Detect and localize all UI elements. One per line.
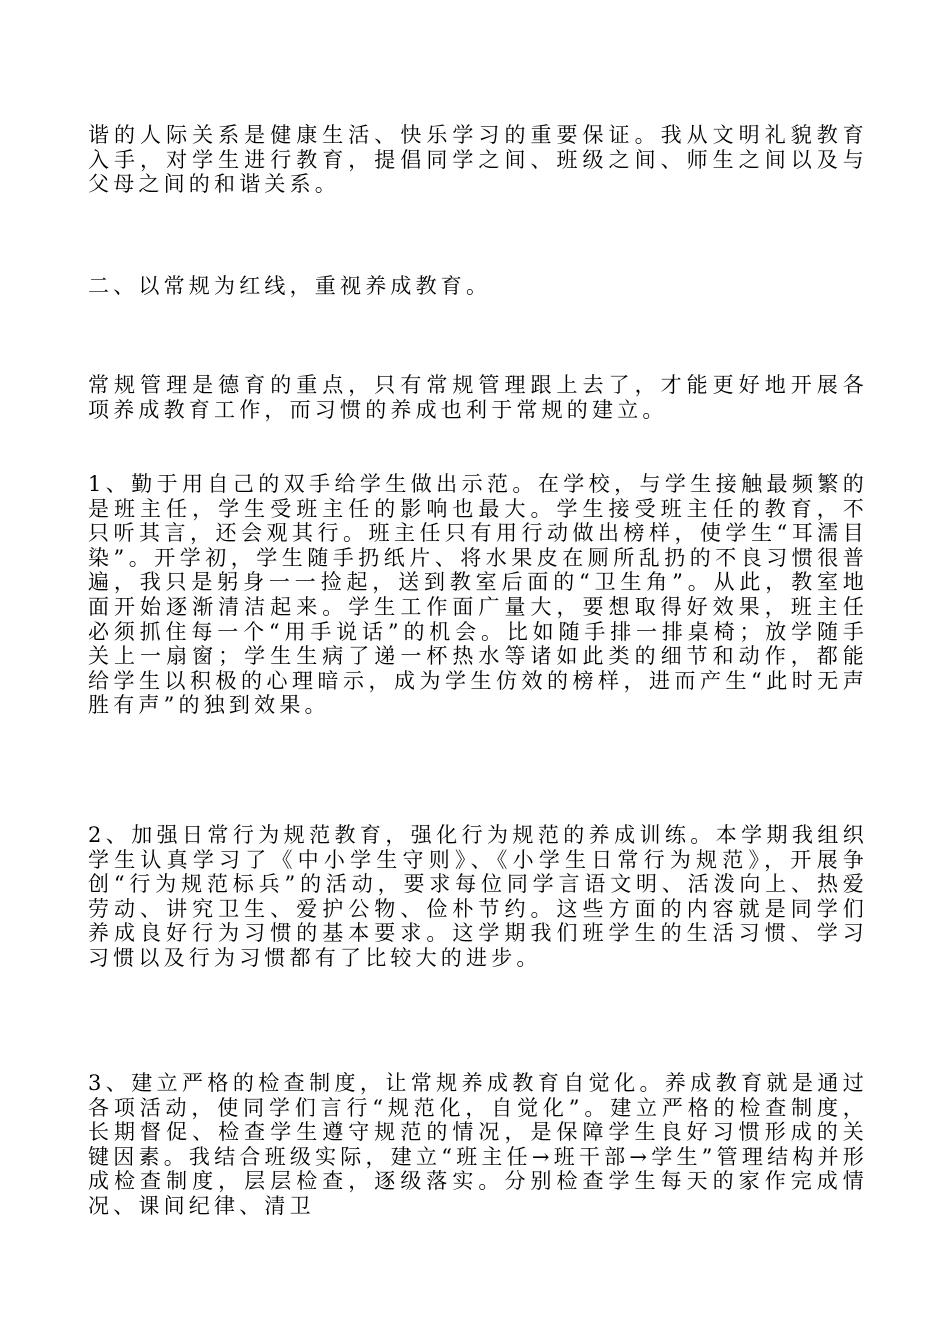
paragraph-item-3: 3、建立严格的检查制度，让常规养成教育自觉化。养成教育就是通过各项活动，使同学们言行“规范化，自觉化”。建立严格的检查制度，长期督促、检查学生遵守规范的情况，是保障学生良好习惯形成的关键因素。我结合班级实际，建立“班主任→班干部→学生”管理结构并形成检查制度，层层检查，逐级落实。分别检查学生每天的家作完成情况、课间纪律、清卫 [88,1071,868,1218]
paragraph-item-2: 2、加强日常行为规范教育，强化行为规范的养成训练。本学期我组织学生认真学习了《中小学生守则》、《小学生日常行为规范》，开展争创“行为规范标兵”的活动，要求每位同学言语文明、活泼向上、热爱劳动、讲究卫生、爱护公物、俭朴节约。这些方面的内容就是同学们养成良好行为习惯的基本要求。这学期我们班学生的生活习惯、学习习惯以及行为习惯都有了比较大的进步。 [88,823,868,970]
paragraph-item-1: 1、勤于用自己的双手给学生做出示范。在学校，与学生接触最频繁的是班主任，学生受班主任的影响也最大。学生接受班主任的教育，不只听其言，还会观其行。班主任只有用行动做出榜样，使学生“耳濡目染”。开学初，学生随手扔纸片、将水果皮在厕所乱扔的不良习惯很普遍，我只是躬身一一捡起，送到教室后面的“卫生角”。从此，教室地面开始逐渐清洁起来。学生工作面广量大，要想取得好效果，班主任必须抓住每一个“用手说话”的机会。比如随手排一排桌椅；放学随手关上一扇窗；学生生病了递一杯热水等诸如此类的细节和动作，都能给学生以积极的心理暗示，成为学生仿效的榜样，进而产生“此时无声胜有声”的独到效果。 [88,472,868,718]
paragraph-harmony: 谐的人际关系是健康生活、快乐学习的重要保证。我从文明礼貌教育入手，对学生进行教育，提倡同学之间、班级之间、师生之间以及与父母之间的和谐关系。 [88,123,868,197]
section-heading: 二、以常规为红线，重视养成教育。 [88,274,492,298]
paragraph-routine-management: 常规管理是德育的重点，只有常规管理跟上去了，才能更好地开展各项养成教育工作，而习惯的养成也利于常规的建立。 [88,373,868,422]
